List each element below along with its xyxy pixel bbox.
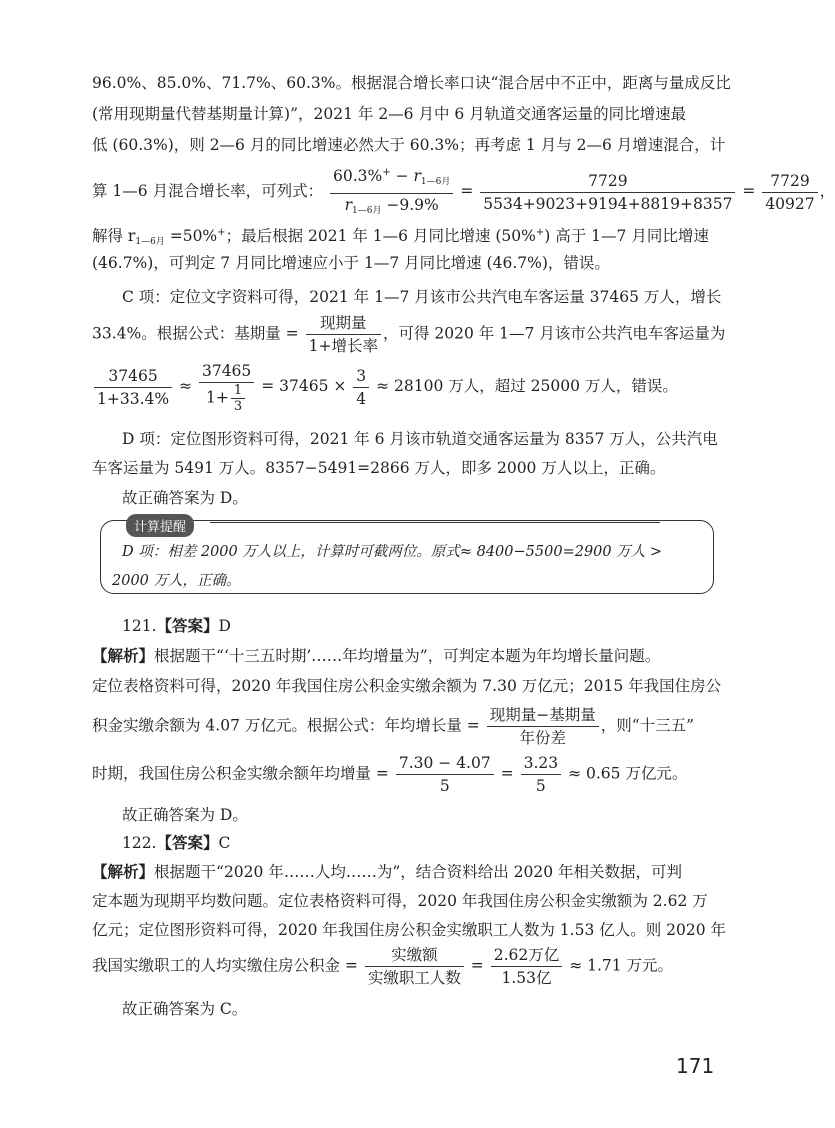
text-line: 定位表格资料可得，2020 年我国住房公积金实缴余额为 7.30 万亿元；2015 年我国住房公: [92, 677, 722, 695]
text-line: 低 (60.3%)，则 2—6 月的同比增速必然大于 60.3%；再考虑 1 月与 2—6 月增速混合，计: [92, 136, 726, 154]
text-line: 定本题为现期平均数问题。定位表格资料可得，2020 年我国住房公积金实缴额为 2.62 万: [92, 892, 708, 910]
text-line: 故正确答案为 C。: [122, 1000, 248, 1018]
fraction: $\frac{\text{2.62万亿}}{\text{1.53亿}}$: [491, 944, 563, 989]
text-line: (常用现期量代替基期量计算)”，2021 年 2—6 月中 6 月轨道交通客运量的同比增速最: [92, 105, 687, 123]
answer-121: 121.【答案】D: [122, 616, 231, 635]
fraction: $\frac{3.23}{5}$: [521, 752, 562, 797]
text-line: C 项：定位文字资料可得，2021 年 1—7 月该市公共汽电车客运量 37465 万人，增长: [122, 288, 722, 306]
fraction: $\frac{3}{4}$: [353, 365, 369, 410]
tip-text: 2000 万人，正确。: [112, 573, 241, 589]
fraction: $\frac{\text{现期量−基期量}}{\text{年份差}}$: [487, 704, 599, 749]
text-line: 【解析】根据题干“‘十三五时期’……年均增量为”，可判定本题为年均增长量问题。: [92, 646, 661, 665]
fraction: $\frac{\text{实缴额}}{\text{实缴职工人数}}$: [365, 944, 464, 989]
text-line: 故正确答案为 D。: [122, 806, 248, 824]
text-line: (46.7%)，可判定 7 月同比增速应小于 1—7 月同比增速 (46.7%)，错误。: [92, 254, 610, 272]
text-line: 96.0%、85.0%、71.7%、60.3%。根据混合增长率口诀“混合居中不正中，距离与量成反比: [92, 74, 731, 92]
answer-122: 122.【答案】C: [122, 833, 231, 852]
text-line: 【解析】根据题干“2020 年……人均……为”，结合资料给出 2020 年相关数据，可判: [92, 862, 683, 881]
formula-line: $\frac{37465}{1+33.4\%}$ ≈ 37465 1+ $\frac{1}{3}$ = 37465 × $\frac{3}{4}$ ≈ 28100 万人，超过 25000 万人，错误。: [92, 360, 717, 414]
text-line: 解得 $r_{1—6月} =50\%^+$；最后根据 2021 年 1—6 月同比增速 (50%+) 高于 1—7 月同比增速: [92, 227, 709, 247]
text-line: 车客运量为 5491 万人。8357−5491=2866 万人，即多 2000 万人以上，正确。: [92, 459, 666, 477]
text-line: 亿元；定位图形资料可得，2020 年我国住房公积金实缴职工人数为 1.53 亿人。则 2020 年: [92, 921, 727, 939]
tip-divider: [210, 522, 660, 523]
tip-label: 计算提醒: [126, 514, 194, 537]
fraction: $\frac{60.3\%^+ - r_{1—6月}}{r_{1—6月} -9.9\%}$: [330, 162, 453, 222]
fraction: 37465 1+ $\frac{1}{3}$: [199, 360, 254, 414]
text-line: 故正确答案为 D。: [122, 489, 248, 507]
text-line: D 项：定位图形资料可得，2021 年 6 月该市轨道交通客运量为 8357 万人，公共汽电: [122, 430, 718, 448]
fraction: $\frac{7729}{40927}$: [762, 170, 817, 215]
formula-line: 时期，我国住房公积金实缴余额年均增量 = $\frac{7.30 - 4.07}{5}$ = $\frac{3.23}{5}$ ≈ 0.65 万亿元。: [92, 754, 688, 795]
tip-text: D 项：相差 2000 万人以上，计算时可截两位。原式≈ 8400−5500=2900 万人 >: [122, 544, 662, 560]
formula-line: 我国实缴职工的人均实缴住房公积金 = $\frac{\text{实缴额}}{\text{实缴职工人数}}$ = $\frac{\text{2.62万亿}}{\text{1.53亿}}$ ≈ 1.71 万元。: [92, 946, 674, 987]
formula-line: 积金实缴余额为 4.07 万亿元。根据公式：年均增长量 = $\frac{\text{现期量−基期量}}{\text{年份差}}$ ，则“十三五”: [92, 706, 695, 747]
formula-line: 33.4%。根据公式：基期量 = $\frac{\text{现期量}}{\text{1+增长率}}$ ，可得 2020 年 1—7 月该市公共汽电车客运量为: [92, 314, 726, 355]
fraction: $\frac{37465}{1+33.4\%}$: [94, 365, 172, 410]
formula-line: 算 1—6 月混合增长率，可列式： $\frac{60.3\%^+ - r_{1—6月}}{r_{1—6月} -9.9\%}$ = $\frac{7729}{5534+9023+9194+8819+8357}$ = $\frac{7729}{40927}$ ，: [92, 162, 717, 222]
fraction: $\frac{\text{现期量}}{\text{1+增长率}}$: [306, 312, 381, 357]
fraction: $\frac{7.30 - 4.07}{5}$: [396, 752, 494, 797]
fraction: $\frac{7729}{5534+9023+9194+8819+8357}$: [480, 170, 735, 215]
page-number: 171: [676, 1054, 715, 1078]
